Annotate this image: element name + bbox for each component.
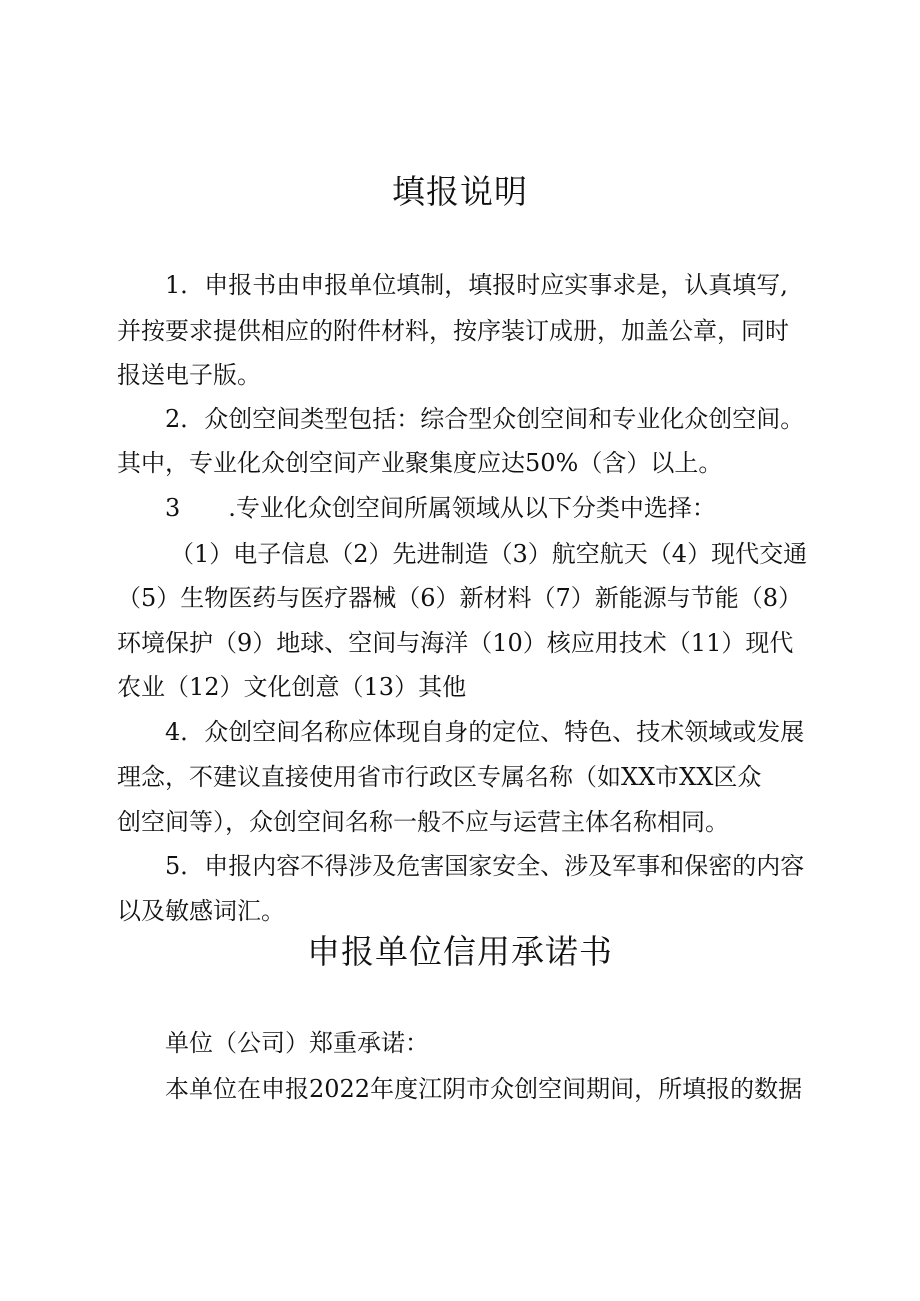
instruction-line-3: 报送电子版。 xyxy=(117,361,261,389)
instruction-line-2: 并按要求提供相应的附件材料，按序装订成册，加盖公章，同时 xyxy=(117,317,789,345)
pledge-line-1: 单位（公司）郑重承诺： xyxy=(165,1029,429,1057)
instruction-line-11: 4．众创空间名称应体现自身的定位、特色、技术领域或发展 xyxy=(165,718,805,746)
instruction-line-1: 1．申报书由申报单位填制，填报时应实事求是，认真填写, xyxy=(165,271,788,299)
instruction-line-12: 理念，不建议直接使用省市行政区专属名称（如XX市XX区众 xyxy=(117,763,762,791)
instruction-line-8: （5）生物医药与医疗器械（6）新材料（7）新能源与节能（8） xyxy=(117,584,803,612)
pledge-line-2: 本单位在申报2022年度江阴市众创空间期间，所填报的数据 xyxy=(165,1075,803,1103)
instruction-line-15: 以及敏感词汇。 xyxy=(117,897,285,925)
instruction-line-7: （1）电子信息（2）先进制造（3）航空航天（4）现代交通 xyxy=(170,540,808,568)
instruction-line-14: 5．申报内容不得涉及危害国家安全、涉及军事和保密的内容 xyxy=(165,852,805,880)
instruction-line-5: 其中，专业化众创空间产业聚集度应达50%（含）以上。 xyxy=(117,449,723,477)
instructions-title: 填报说明 xyxy=(392,172,528,211)
instruction-line-6: 3 .专业化众创空间所属领域从以下分类中选择： xyxy=(165,494,716,522)
instruction-line-13: 创空间等），众创空间名称一般不应与运营主体名称相同。 xyxy=(117,808,729,836)
pledge-title: 申报单位信用承诺书 xyxy=(307,932,613,971)
instruction-line-10: 农业（12）文化创意（13）其他 xyxy=(117,673,467,701)
instruction-line-4: 2．众创空间类型包括：综合型众创空间和专业化众创空间。 xyxy=(165,405,805,433)
instruction-line-9: 环境保护（9）地球、空间与海洋（10）核应用技术（11）现代 xyxy=(117,629,794,657)
